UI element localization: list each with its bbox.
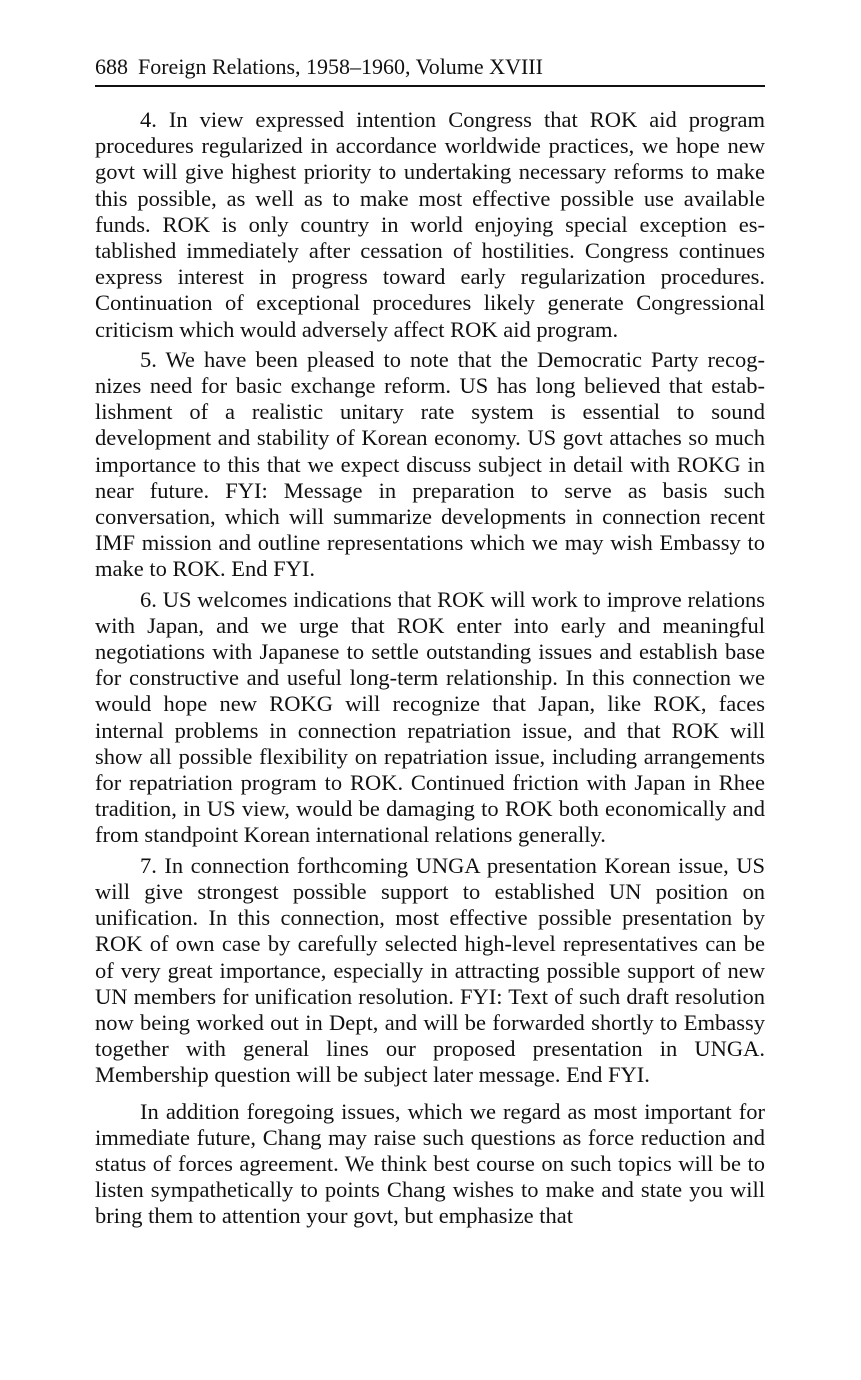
paragraph-additional-issues: In addition foregoing issues, which we regard as most important for immediate future, Chang may raise such questions as force reduction and status of forces agreement. We think best course on such topics will be to listen sympathetically to points Chang wishes to make and state you will bring them to attention your govt, but emphasize that bbox=[95, 1098, 765, 1229]
paragraph-6: 6. US welcomes indications that ROK will work to improve relations with Japan, and we urge that ROK enter into early and meaningful negotiations with Japanese to settle outstanding issues and establish base for constructive and useful long-term relationship. In this connection we would hope new ROKG will recognize that Japan, like ROK, faces internal problems in connection repatriation issue, and that ROK will show all possible flexibility on repatriation issue, including arrangements for repatriation program to ROK. Continued friction with Japan in Rhee tradition, in US view, would be damaging to ROK both economically and from standpoint Korean international relations generally. bbox=[95, 586, 765, 848]
paragraph-5: 5. We have been pleased to note that the Democratic Party recognizes need for basic exchange reform. US has long believed that establishment of a realistic unitary rate system is essential to sound development and stability of Korean economy. US govt attaches so much importance to this that we expect discuss subject in detail with ROKG in near future. FYI: Message in preparation to serve as basis such conversation, which will summarize developments in connection recent IMF mission and outline representations which we may wish Embassy to make to ROK. End FYI. bbox=[95, 346, 765, 582]
paragraph-4: 4. In view expressed intention Congress that ROK aid program procedures regularized in accordance worldwide practices, we hope new govt will give highest priority to undertaking necessary reforms to make this possible, as well as to make most effective possible use available funds. ROK is only country in world enjoying special exception established immediately after cessation of hostilities. Congress continues express interest in progress toward early regularization procedures. Continuation of exceptional procedures likely generate Congressional criticism which would adversely affect ROK aid program. bbox=[95, 107, 765, 342]
document-page bbox=[95, 52, 765, 1230]
running-header bbox=[95, 52, 765, 87]
page-number: 688 bbox=[95, 54, 128, 79]
running-title: Foreign Relations, 1958–1960, Volume XVIII bbox=[138, 54, 543, 79]
paragraph-7: 7. In connection forthcoming UNGA presentation Korean issue, US will give strongest possible support to established UN position on unification. In this connection, most effective possible presentation by ROK of own case by carefully selected high-level representatives can be of very great importance, especially in attracting possible support of new UN members for unification resolution. FYI: Text of such draft resolution now being worked out in Dept, and will be forwarded shortly to Embassy together with general lines our proposed presentation in UNGA. Membership question will be subject later message. End FYI. bbox=[95, 852, 765, 1088]
body-text bbox=[95, 107, 765, 1230]
